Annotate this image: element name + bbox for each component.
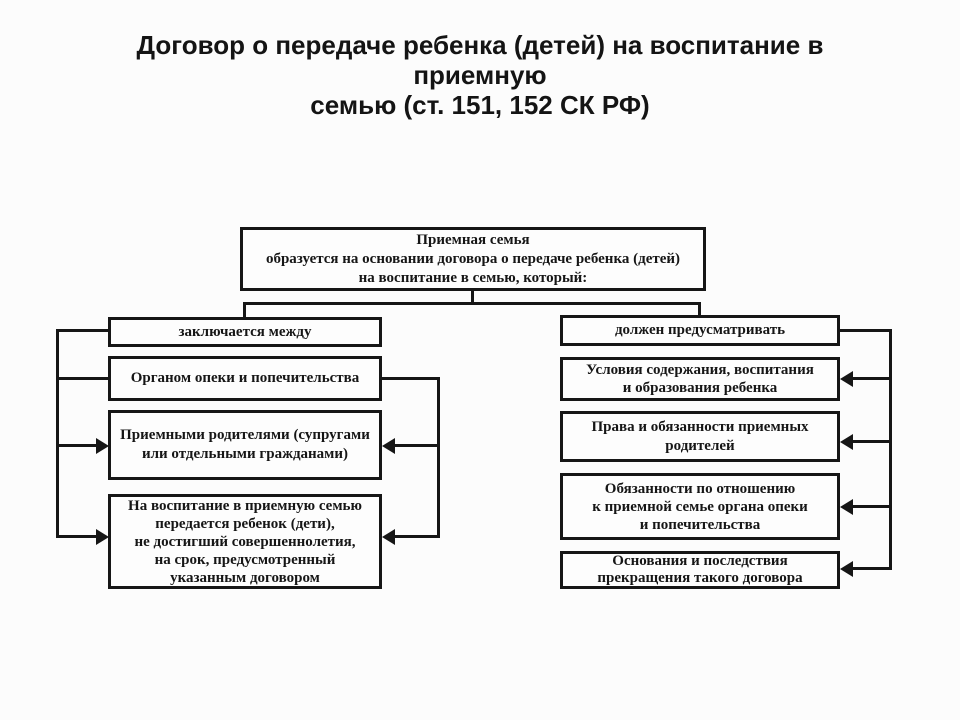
parents-rights-duties-label: Права и обязанности приемных родителей (591, 418, 809, 454)
connector-right-header-out (840, 329, 892, 332)
foster-parents-box (108, 410, 382, 480)
guardianship-authority-label: Органом опеки и попечительства (130, 370, 360, 386)
upbringing-conditions-box (560, 357, 840, 401)
parents-rights-duties-box (560, 411, 840, 462)
connector-left-to-transfer-terms (56, 535, 98, 538)
termination-grounds-box (560, 551, 840, 589)
right-header-box (560, 315, 840, 346)
connector-drop-left-header (243, 302, 246, 319)
upbringing-conditions-label: Условия содержания, воспитания и образования ребенка (586, 362, 814, 396)
termination-grounds-label: Основания и последствия прекращения такого договора (597, 553, 803, 586)
connector-right-to-authority-duties (853, 505, 889, 508)
connector-left-to-foster-parents (56, 444, 98, 447)
arrow-into-foster-parents-left (96, 438, 109, 454)
connector-branch-bar (243, 302, 701, 305)
connector-inner-rail (437, 377, 440, 538)
left-header-label: заключается между (178, 323, 312, 340)
child-transfer-terms-label: На воспитание в приемную семью передается ребенок (дети), не достигший совершеннолетия, на срок, предусмотренный указанным договором (128, 497, 362, 586)
connector-right-to-rights-duties (853, 440, 889, 443)
arrow-into-transfer-terms-right (382, 529, 395, 545)
arrow-into-authority-duties (840, 499, 853, 515)
connector-left-to-header (56, 329, 108, 332)
child-transfer-terms-box (108, 494, 382, 589)
connector-inner-to-foster-parents (395, 444, 437, 447)
root-box-body: образуется на основании договора о передаче ребенка (детей) на воспитание в семью, который: (265, 250, 681, 286)
arrow-into-transfer-terms-left (96, 529, 109, 545)
authority-duties-box (560, 473, 840, 540)
connector-right-to-termination (853, 567, 889, 570)
arrow-into-termination (840, 561, 853, 577)
connector-drop-right-header (698, 302, 701, 317)
arrow-into-conditions (840, 371, 853, 387)
connector-inner-to-transfer-terms (395, 535, 437, 538)
root-box-heading: Приемная семья (416, 231, 530, 248)
guardianship-authority-box (108, 356, 382, 401)
root-box (240, 227, 706, 291)
connector-left-rail (56, 329, 59, 538)
foster-parents-label: Приемными родителями (супругами или отдельными гражданами) (120, 427, 370, 462)
left-header-box (108, 317, 382, 347)
connector-right-to-conditions (853, 377, 889, 380)
connector-left-to-authority (56, 377, 108, 380)
arrow-into-rights-duties (840, 434, 853, 450)
connector-authority-out (382, 377, 440, 380)
right-header-label: должен предусматривать (614, 322, 786, 338)
slide-title: Договор о передаче ребенка (детей) на воспитание в приемную семью (ст. 151, 152 СК РФ) (136, 30, 824, 120)
arrow-into-foster-parents-right (382, 438, 395, 454)
connector-right-rail (889, 329, 892, 570)
authority-duties-label: Обязанности по отношению к приемной семье органа опеки и попечительства (592, 480, 808, 533)
